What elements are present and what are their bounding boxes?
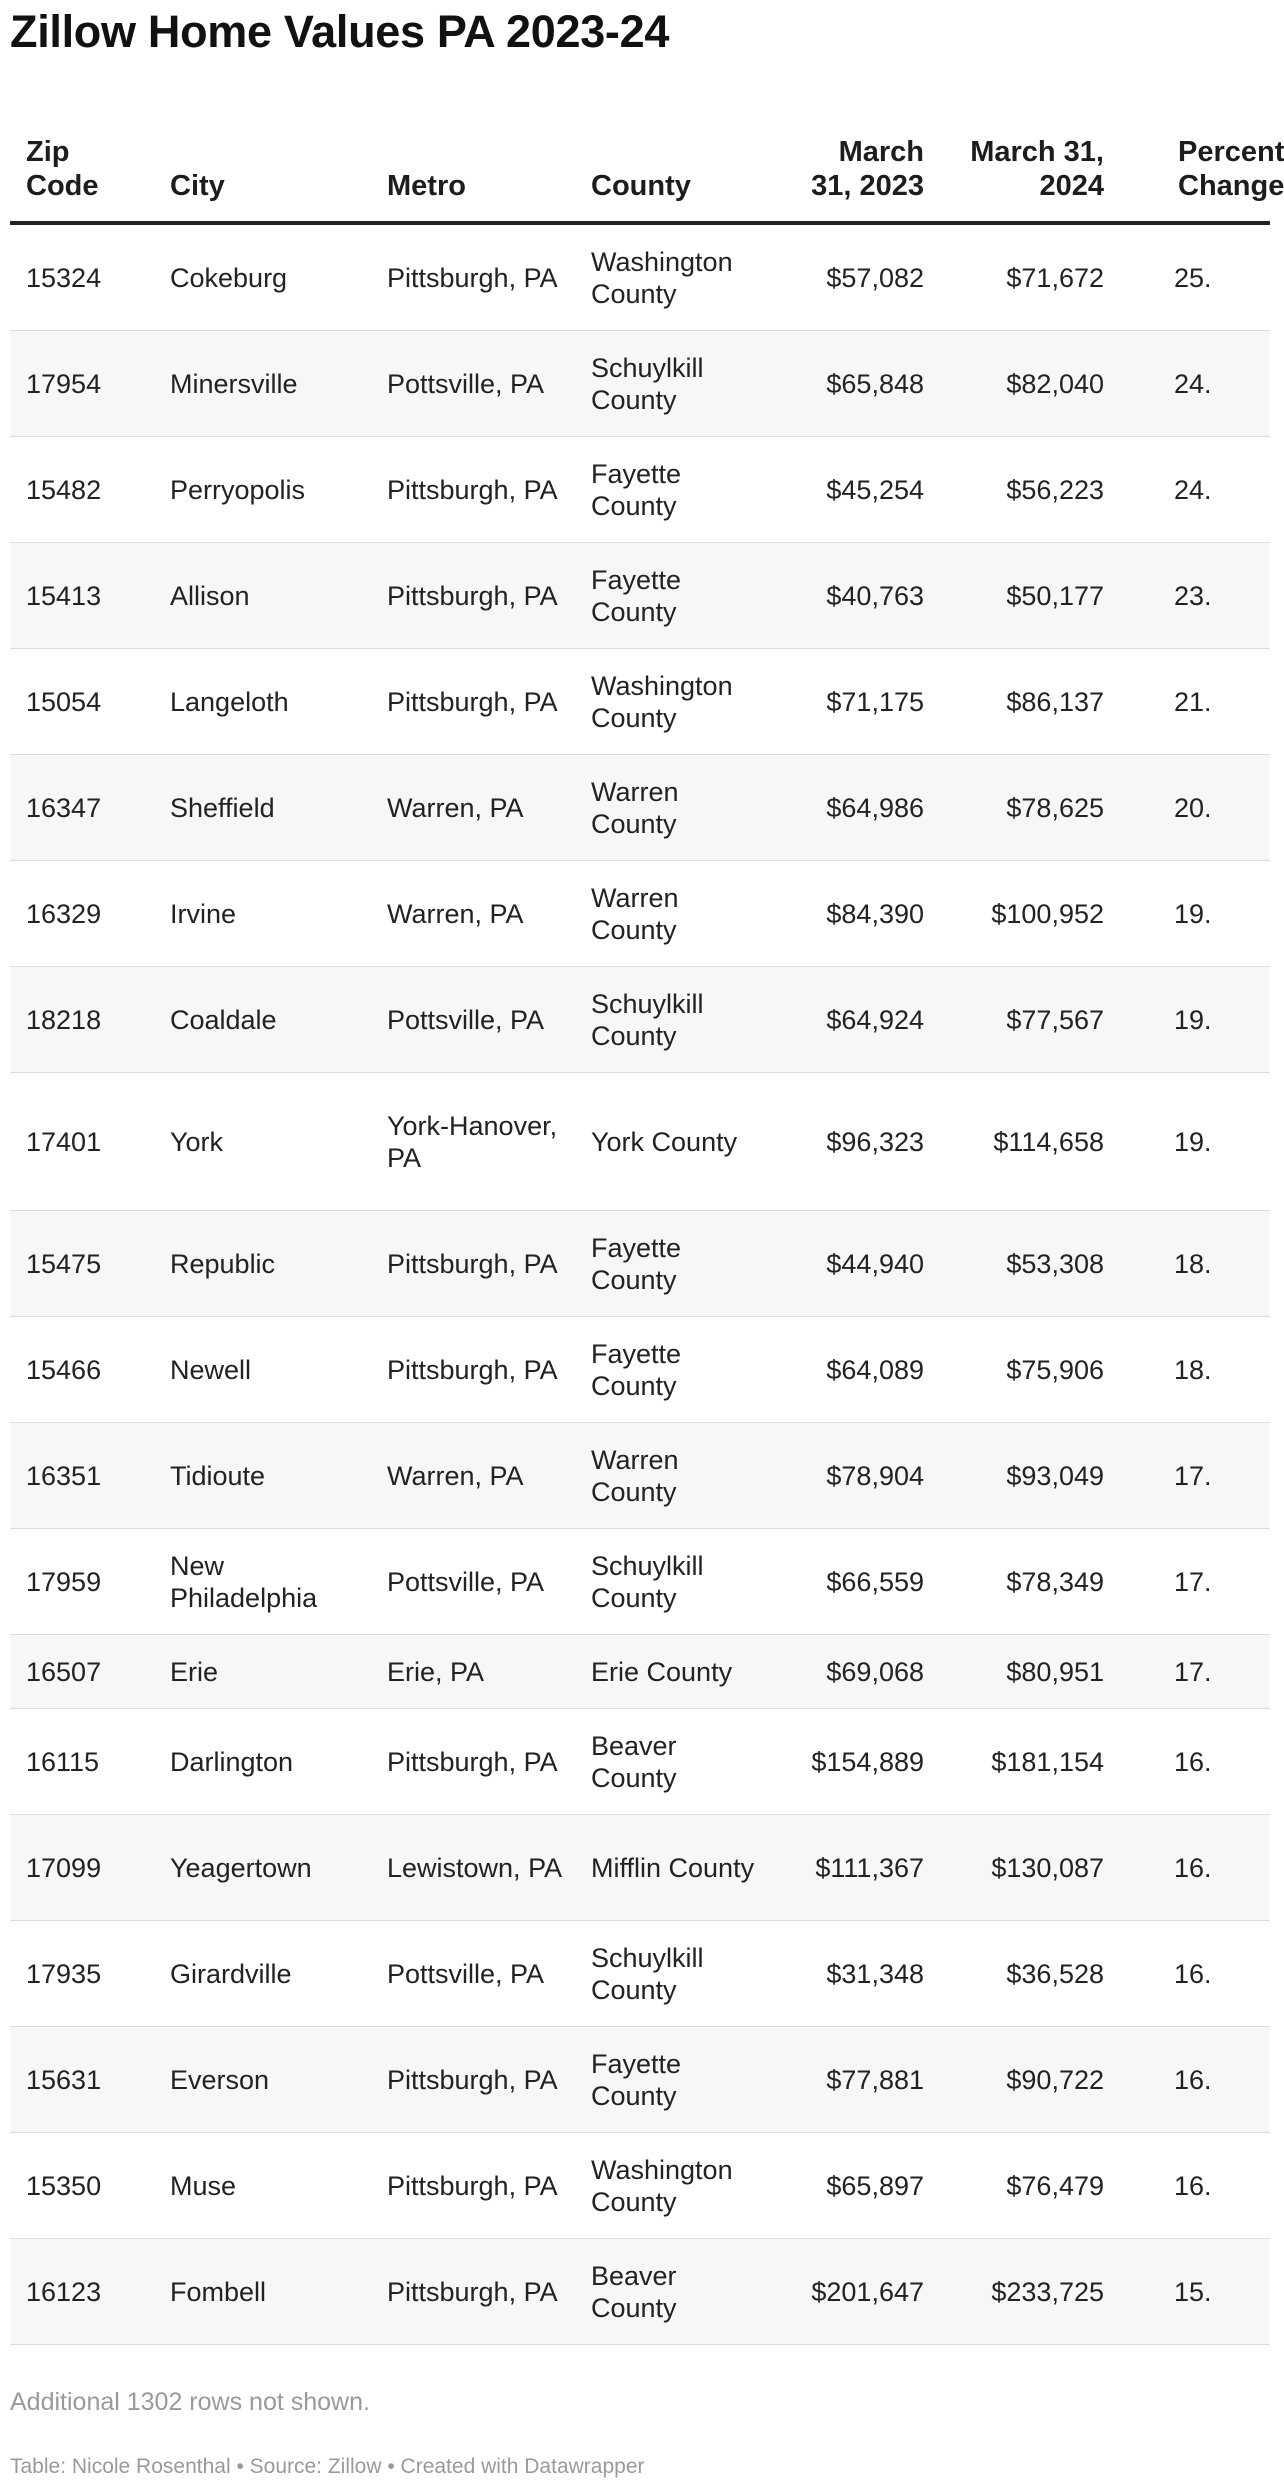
cell-county: Erie County <box>575 1635 779 1709</box>
cell-march-2023: $65,897 <box>779 2133 934 2239</box>
cell-city: Tidioute <box>154 1423 371 1529</box>
cell-percent-change: 19. <box>1114 967 1270 1073</box>
cell-march-2023: $31,348 <box>779 1921 934 2027</box>
rows-not-shown-note: Additional 1302 rows not shown. <box>10 2388 370 2416</box>
cell-metro: Pottsville, PA <box>371 967 575 1073</box>
cell-city: Perryopolis <box>154 437 371 543</box>
cell-metro: Pittsburgh, PA <box>371 1211 575 1317</box>
cell-percent-change: 16. <box>1114 1921 1270 2027</box>
cell-zip: 15466 <box>10 1317 154 1423</box>
cell-percent-change: 16. <box>1114 2027 1270 2133</box>
cell-county: Warren County <box>575 861 779 967</box>
table-row <box>10 1635 1270 1709</box>
table-row <box>10 1073 1270 1211</box>
cell-zip: 15482 <box>10 437 154 543</box>
cell-percent-change: 19. <box>1114 1073 1270 1211</box>
cell-percent-change: 15. <box>1114 2239 1270 2345</box>
column-header-march-2024[interactable]: March 31, 2024 <box>934 105 1114 223</box>
table-row <box>10 437 1270 543</box>
cell-percent-change: 20. <box>1114 755 1270 861</box>
cell-city: Everson <box>154 2027 371 2133</box>
cell-percent-change: 18. <box>1114 1317 1270 1423</box>
table-row <box>10 331 1270 437</box>
table-row <box>10 1709 1270 1815</box>
cell-metro: Warren, PA <box>371 755 575 861</box>
table-row <box>10 223 1270 331</box>
cell-zip: 16329 <box>10 861 154 967</box>
cell-metro: Pittsburgh, PA <box>371 2027 575 2133</box>
cell-metro: Pittsburgh, PA <box>371 649 575 755</box>
cell-zip: 17099 <box>10 1815 154 1921</box>
cell-zip: 16123 <box>10 2239 154 2345</box>
cell-city: Irvine <box>154 861 371 967</box>
table-header-row <box>10 105 1270 223</box>
cell-march-2024: $114,658 <box>934 1073 1114 1211</box>
cell-county: Schuylkill County <box>575 967 779 1073</box>
cell-percent-change: 16. <box>1114 2133 1270 2239</box>
cell-march-2023: $57,082 <box>779 223 934 331</box>
cell-city: Republic <box>154 1211 371 1317</box>
cell-metro: Erie, PA <box>371 1635 575 1709</box>
column-header-metro[interactable]: Metro <box>371 105 575 223</box>
cell-metro: Pittsburgh, PA <box>371 437 575 543</box>
table-row <box>10 755 1270 861</box>
cell-percent-change: 19. <box>1114 861 1270 967</box>
cell-march-2023: $44,940 <box>779 1211 934 1317</box>
column-header-march-2023[interactable]: March 31, 2023 <box>779 105 934 223</box>
cell-march-2024: $77,567 <box>934 967 1114 1073</box>
cell-metro: Pittsburgh, PA <box>371 2133 575 2239</box>
cell-zip: 17954 <box>10 331 154 437</box>
cell-zip: 15631 <box>10 2027 154 2133</box>
cell-march-2024: $78,625 <box>934 755 1114 861</box>
cell-zip: 15324 <box>10 223 154 331</box>
cell-percent-change: 24. <box>1114 331 1270 437</box>
cell-percent-change: 18. <box>1114 1211 1270 1317</box>
cell-city: Fombell <box>154 2239 371 2345</box>
cell-march-2023: $45,254 <box>779 437 934 543</box>
cell-city: Allison <box>154 543 371 649</box>
cell-march-2023: $77,881 <box>779 2027 934 2133</box>
cell-county: Warren County <box>575 755 779 861</box>
cell-city: Muse <box>154 2133 371 2239</box>
cell-percent-change: 25. <box>1114 223 1270 331</box>
cell-march-2024: $130,087 <box>934 1815 1114 1921</box>
page-title: Zillow Home Values PA 2023-24 <box>10 6 670 57</box>
cell-zip: 15350 <box>10 2133 154 2239</box>
cell-county: Fayette County <box>575 543 779 649</box>
cell-zip: 17401 <box>10 1073 154 1211</box>
cell-march-2023: $71,175 <box>779 649 934 755</box>
cell-zip: 15054 <box>10 649 154 755</box>
cell-march-2024: $181,154 <box>934 1709 1114 1815</box>
cell-percent-change: 16. <box>1114 1815 1270 1921</box>
table-row <box>10 2133 1270 2239</box>
table-row <box>10 1921 1270 2027</box>
cell-metro: Pittsburgh, PA <box>371 543 575 649</box>
cell-march-2024: $78,349 <box>934 1529 1114 1635</box>
cell-city: York <box>154 1073 371 1211</box>
cell-city: Newell <box>154 1317 371 1423</box>
cell-march-2023: $96,323 <box>779 1073 934 1211</box>
cell-metro: Pottsville, PA <box>371 1921 575 2027</box>
table-row <box>10 2027 1270 2133</box>
cell-march-2023: $78,904 <box>779 1423 934 1529</box>
cell-march-2024: $82,040 <box>934 331 1114 437</box>
cell-city: Yeagertown <box>154 1815 371 1921</box>
table-row <box>10 967 1270 1073</box>
cell-zip: 16347 <box>10 755 154 861</box>
cell-percent-change: 21. <box>1114 649 1270 755</box>
cell-county: Washington County <box>575 223 779 331</box>
cell-march-2023: $69,068 <box>779 1635 934 1709</box>
cell-metro: York-Hanover, PA <box>371 1073 575 1211</box>
cell-county: York County <box>575 1073 779 1211</box>
column-header-zip[interactable]: Zip Code <box>10 105 154 223</box>
cell-zip: 15413 <box>10 543 154 649</box>
cell-march-2024: $50,177 <box>934 543 1114 649</box>
data-table <box>10 105 1284 2345</box>
table-row <box>10 1815 1270 1921</box>
cell-city: Sheffield <box>154 755 371 861</box>
cell-metro: Warren, PA <box>371 1423 575 1529</box>
cell-march-2024: $233,725 <box>934 2239 1114 2345</box>
cell-percent-change: 23. <box>1114 543 1270 649</box>
cell-march-2023: $64,924 <box>779 967 934 1073</box>
cell-metro: Warren, PA <box>371 861 575 967</box>
table-row <box>10 649 1270 755</box>
cell-march-2024: $76,479 <box>934 2133 1114 2239</box>
cell-metro: Pittsburgh, PA <box>371 223 575 331</box>
cell-city: Cokeburg <box>154 223 371 331</box>
cell-march-2024: $53,308 <box>934 1211 1114 1317</box>
cell-county: Mifflin County <box>575 1815 779 1921</box>
cell-metro: Lewistown, PA <box>371 1815 575 1921</box>
cell-county: Schuylkill County <box>575 331 779 437</box>
cell-zip: 15475 <box>10 1211 154 1317</box>
cell-march-2023: $84,390 <box>779 861 934 967</box>
cell-percent-change: 17. <box>1114 1635 1270 1709</box>
cell-march-2023: $154,889 <box>779 1709 934 1815</box>
cell-march-2024: $71,672 <box>934 223 1114 331</box>
cell-march-2024: $80,951 <box>934 1635 1114 1709</box>
cell-zip: 18218 <box>10 967 154 1073</box>
cell-city: Girardville <box>154 1921 371 2027</box>
cell-county: Fayette County <box>575 1317 779 1423</box>
cell-zip: 17935 <box>10 1921 154 2027</box>
cell-march-2023: $111,367 <box>779 1815 934 1921</box>
cell-county: Schuylkill County <box>575 1921 779 2027</box>
cell-metro: Pittsburgh, PA <box>371 1317 575 1423</box>
cell-city: Erie <box>154 1635 371 1709</box>
cell-county: Fayette County <box>575 2027 779 2133</box>
cell-march-2024: $90,722 <box>934 2027 1114 2133</box>
table-row <box>10 1423 1270 1529</box>
cell-city: Langeloth <box>154 649 371 755</box>
table-row <box>10 2239 1270 2345</box>
column-header-county[interactable]: County <box>575 105 779 223</box>
column-header-city[interactable]: City <box>154 105 371 223</box>
cell-percent-change: 24. <box>1114 437 1270 543</box>
cell-march-2023: $65,848 <box>779 331 934 437</box>
table-row <box>10 861 1270 967</box>
cell-city: Minersville <box>154 331 371 437</box>
cell-march-2023: $64,986 <box>779 755 934 861</box>
cell-march-2024: $56,223 <box>934 437 1114 543</box>
cell-march-2024: $86,137 <box>934 649 1114 755</box>
cell-percent-change: 16. <box>1114 1709 1270 1815</box>
cell-county: Beaver County <box>575 2239 779 2345</box>
table-row <box>10 1211 1270 1317</box>
cell-county: Fayette County <box>575 437 779 543</box>
cell-march-2023: $66,559 <box>779 1529 934 1635</box>
cell-county: Fayette County <box>575 1211 779 1317</box>
cell-county: Beaver County <box>575 1709 779 1815</box>
cell-percent-change: 17. <box>1114 1423 1270 1529</box>
cell-march-2024: $93,049 <box>934 1423 1114 1529</box>
cell-march-2023: $201,647 <box>779 2239 934 2345</box>
cell-county: Schuylkill County <box>575 1529 779 1635</box>
table-row <box>10 1317 1270 1423</box>
cell-county: Washington County <box>575 649 779 755</box>
cell-percent-change: 17. <box>1114 1529 1270 1635</box>
table-body <box>10 223 1270 2345</box>
table-row <box>10 543 1270 649</box>
cell-city: Darlington <box>154 1709 371 1815</box>
cell-city: Coaldale <box>154 967 371 1073</box>
cell-march-2024: $75,906 <box>934 1317 1114 1423</box>
table-footer: Table: Nicole Rosenthal • Source: Zillow • Created with Datawrapper <box>10 2455 645 2478</box>
cell-metro: Pottsville, PA <box>371 331 575 437</box>
cell-county: Washington County <box>575 2133 779 2239</box>
column-header-percent-change[interactable]: Percent Change <box>1114 105 1270 223</box>
cell-metro: Pottsville, PA <box>371 1529 575 1635</box>
cell-march-2024: $100,952 <box>934 861 1114 967</box>
cell-march-2024: $36,528 <box>934 1921 1114 2027</box>
cell-march-2023: $40,763 <box>779 543 934 649</box>
cell-march-2023: $64,089 <box>779 1317 934 1423</box>
cell-zip: 16351 <box>10 1423 154 1529</box>
cell-zip: 17959 <box>10 1529 154 1635</box>
cell-zip: 16507 <box>10 1635 154 1709</box>
cell-county: Warren County <box>575 1423 779 1529</box>
table-row <box>10 1529 1270 1635</box>
cell-metro: Pittsburgh, PA <box>371 2239 575 2345</box>
cell-city: New Philadelphia <box>154 1529 371 1635</box>
data-table-container <box>10 105 1284 2345</box>
cell-metro: Pittsburgh, PA <box>371 1709 575 1815</box>
cell-zip: 16115 <box>10 1709 154 1815</box>
